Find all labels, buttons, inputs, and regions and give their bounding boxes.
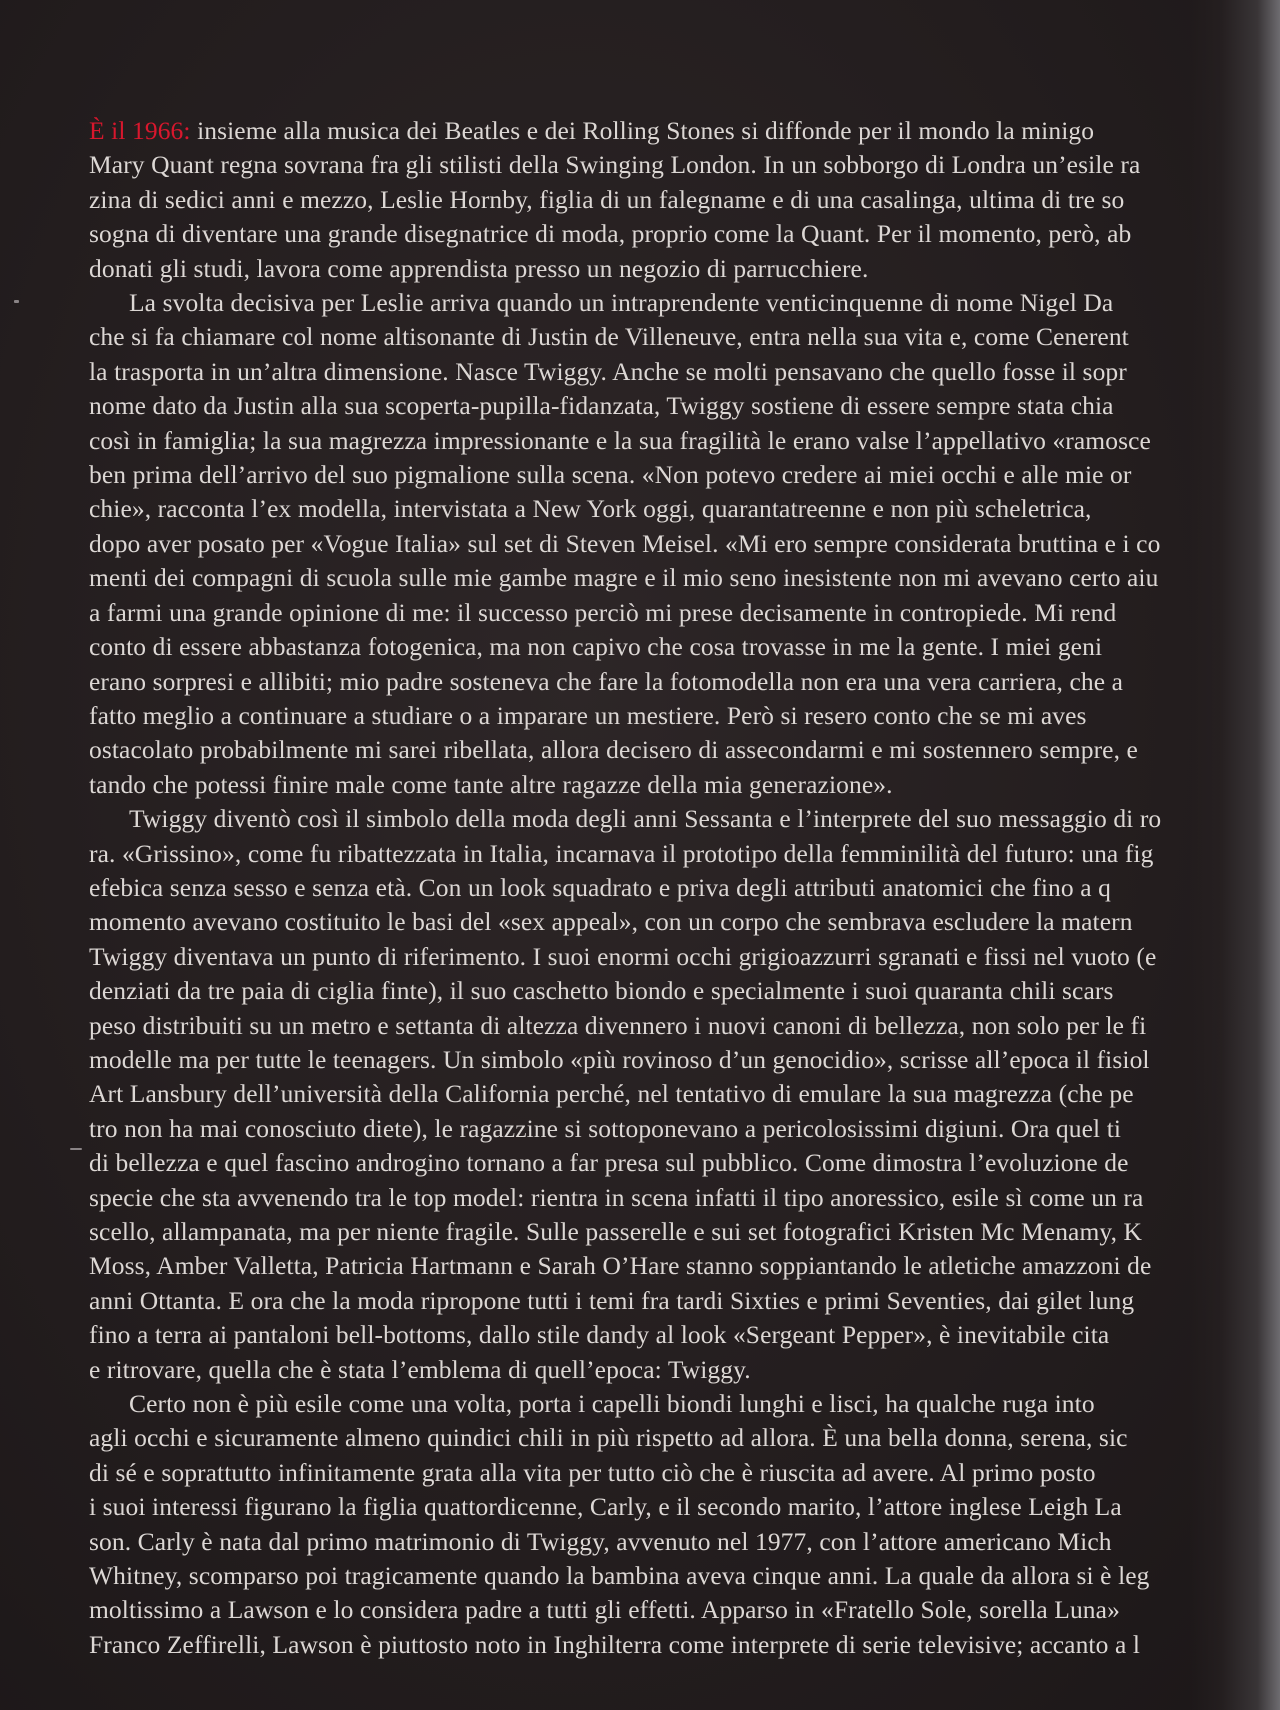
- text-line: anni Ottanta. E ora che la moda ripropone tutti i temi fra tardi Sixties e primi Seventies, dai gilet lung: [89, 1285, 1135, 1315]
- text-line: fino a terra ai pantaloni bell-bottoms, dallo stile dandy al look «Sergeant Pepper», è inevitabile cita: [89, 1320, 1110, 1350]
- text-line: peso distribuiti su un metro e settanta di altezza divennero i nuovi canoni di bellezza, non solo per le fi: [89, 1010, 1147, 1040]
- text-line: Moss, Amber Valletta, Patricia Hartmann e Sarah O’Hare stanno soppiantando le atletiche amazzoni de: [89, 1251, 1152, 1281]
- text-line: la trasporta in un’altra dimensione. Nasce Twiggy. Anche se molti pensavano che quello fosse il sopr: [89, 356, 1127, 386]
- text-line: Mary Quant regna sovrana fra gli stilisti della Swinging London. In un sobborgo di Londra un’esile ra: [89, 150, 1141, 180]
- text-line: ben prima dell’arrivo del suo pigmalione sulla scena. «Non potevo credere ai miei occhi e alle mie or: [89, 460, 1132, 490]
- paragraph-3-first-line: Twiggy diventò così il simbolo della moda degli anni Sessanta e l’interprete del suo messaggio di ro: [129, 804, 1162, 834]
- text-line: chie», racconta l’ex modella, intervistata a New York oggi, quarantatreenne e non più scheletrica,: [89, 494, 1092, 524]
- text-line: donati gli studi, lavora come apprendista presso un negozio di parrucchiere.: [89, 253, 869, 283]
- text-line: i suoi interessi figurano la figlia quattordicenne, Carly, e il secondo marito, l’attore inglese Leigh La: [89, 1492, 1122, 1522]
- text-line: di bellezza e quel fascino androgino tornano a far presa sul pubblico. Come dimostra l’evoluzione de: [89, 1148, 1129, 1178]
- paragraph-4-first-line: Certo non è più esile come una volta, porta i capelli biondi lunghi e lisci, ha qualche ruga into: [129, 1389, 1095, 1419]
- text-line: denziati da tre paia di ciglia finte), il suo caschetto biondo e specialmente i suoi quaranta chili scars: [89, 976, 1114, 1006]
- text-line: modelle ma per tutte le teenagers. Un simbolo «più rovinoso d’un genocidio», scrisse all’epoca il fisiol: [89, 1044, 1150, 1074]
- text-line: moltissimo a Lawson e lo considera padre a tutti gli effetti. Apparso in «Fratello Sole, sorella Luna»: [89, 1595, 1120, 1625]
- article-body: [89, 114, 1279, 1662]
- text-line: tro non ha mai conosciuto diete), le ragazzine si sottoponevano a pericolosissimi digiuni. Ora quel ti: [89, 1113, 1122, 1143]
- paragraph-1-line-1: [89, 114, 1279, 148]
- text-line: momento avevano costituito le basi del «sex appeal», con un corpo che sembrava escludere la matern: [89, 907, 1133, 937]
- text-line: Whitney, scomparso poi tragicamente quando la bambina aveva cinque anni. La quale da allora si è leg: [89, 1561, 1150, 1591]
- text-line: agli occhi e sicuramente almeno quindici chili in più rispetto ad allora. È una bella donna, serena, sic: [89, 1423, 1128, 1453]
- text-line: ostacolato probabilmente mi sarei ribellata, allora decisero di assecondarmi e mi sostennero sempre, e: [89, 735, 1138, 765]
- text-line: nome dato da Justin alla sua scoperta-pupilla-fidanzata, Twiggy sostiene di essere sempre stata chia: [89, 391, 1114, 421]
- paragraph-2-first-line: La svolta decisiva per Leslie arriva quando un intraprendente venticinquenne di nome Nigel Da: [129, 288, 1114, 318]
- text-line: così in famiglia; la sua magrezza impressionante e la sua fragilità le erano valse l’appellativo «ramosce: [89, 425, 1151, 455]
- text-line: Franco Zeffirelli, Lawson è piuttosto noto in Inghilterra come interprete di serie televisive; accanto a l: [89, 1629, 1141, 1659]
- text-line: Twiggy diventava un punto di riferimento. I suoi enormi occhi grigioazzurri sgranati e fissi nel vuoto (e: [89, 941, 1157, 971]
- text-line: Art Lansbury dell’università della California perché, nel tentativo di emulare la sua magrezza (che pe: [89, 1079, 1134, 1109]
- text-line: menti dei compagni di scuola sulle mie gambe magre e il mio seno inesistente non mi avevano certo aiu: [89, 563, 1159, 593]
- text-line: scello, allampanata, ma per niente fragile. Sulle passerelle e sui set fotografici Kristen Mc Menamy, K: [89, 1217, 1143, 1246]
- text-line: conto di essere abbastanza fotogenica, ma non capivo che cosa trovasse in me la gente. I miei geni: [89, 632, 1103, 662]
- print-speck: [14, 300, 19, 303]
- text-line: efebica senza sesso e senza età. Con un look squadrato e priva degli attributi anatomici che fino a q: [89, 872, 1111, 902]
- text-line: a farmi una grande opinione di me: il successo perciò mi prese decisamente in contropiede. Mi rend: [89, 597, 1117, 627]
- text-line: son. Carly è nata dal primo matrimonio di Twiggy, avvenuto nel 1977, con l’attore americano Mich: [89, 1526, 1112, 1556]
- text-line: fatto meglio a continuare a studiare o a imparare un mestiere. Però si resero conto che se mi aves: [89, 700, 1087, 730]
- text-line: ra. «Grissino», come fu ribattezzata in Italia, incarnava il prototipo della femminilità del futuro: una fig: [89, 838, 1154, 868]
- text-line: specie che sta avvenendo tra le top model: rientra in scena infatti il tipo anoressico, esile sì come un ra: [89, 1182, 1144, 1212]
- text-line: di sé e soprattutto infinitamente grata alla vita per tutto ciò che è riuscita ad avere. Al primo posto: [89, 1457, 1096, 1487]
- text-line: e ritrovare, quella che è stata l’emblema di quell’epoca: Twiggy.: [89, 1354, 751, 1384]
- text-line: tando che potessi finire male come tante altre ragazze della mia generazione».: [89, 769, 893, 799]
- text-line: dopo aver posato per «Vogue Italia» sul set di Steven Meisel. «Mi ero sempre considerata bruttina e i co: [89, 528, 1161, 558]
- lead-in-date: È il 1966:: [89, 116, 191, 145]
- print-speck: [70, 1148, 82, 1150]
- text-line: sogna di diventare una grande disegnatrice di moda, proprio come la Quant. Per il momento, però, ab: [89, 219, 1132, 249]
- text-line: zina di sedici anni e mezzo, Leslie Hornby, figlia di un falegname e di una casalinga, ultima di tre so: [89, 184, 1125, 214]
- text-line: che si fa chiamare col nome altisonante di Justin de Villeneuve, entra nella sua vita e, come Cenerent: [89, 322, 1129, 352]
- text-line: erano sorpresi e allibiti; mio padre sosteneva che fare la fotomodella non era una vera carriera, che a: [89, 666, 1124, 696]
- text-line: insieme alla musica dei Beatles e dei Rolling Stones si diffonde per il mondo la minigo: [190, 116, 1095, 145]
